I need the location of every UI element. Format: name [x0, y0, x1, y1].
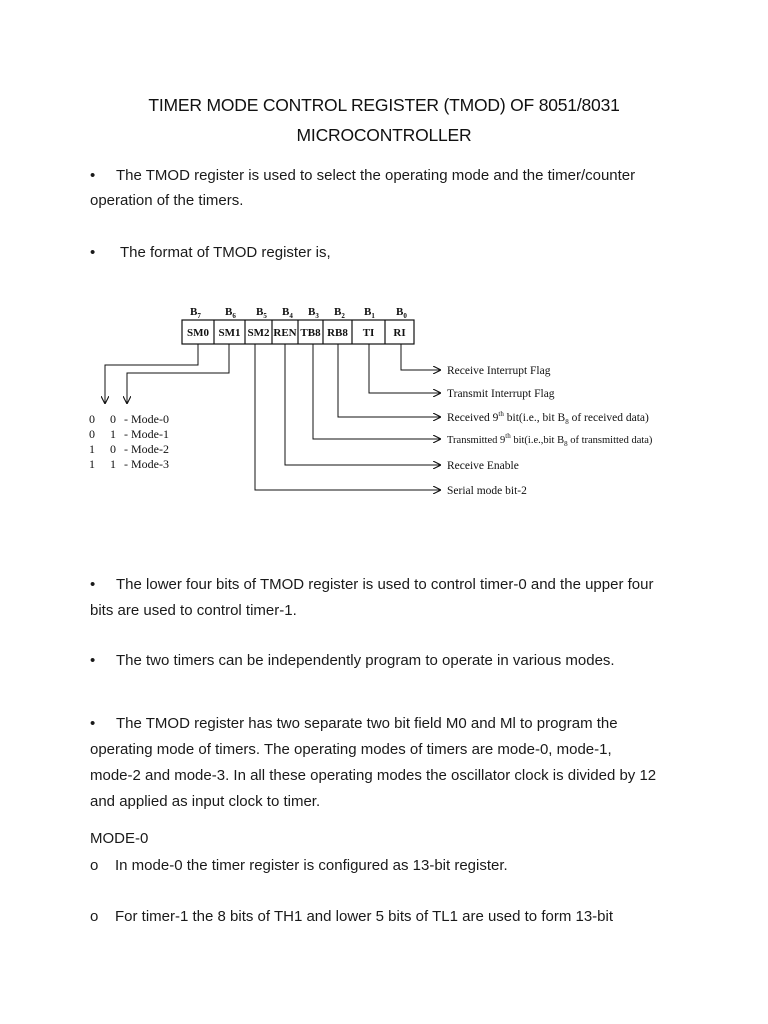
desc-ti: Transmit Interrupt Flag [447, 388, 555, 400]
tmod-register-diagram [0, 295, 768, 535]
desc-sm2: Serial mode bit-2 [447, 485, 527, 497]
bullet-paragraph-2 [90, 240, 331, 265]
sub-item-marker: o [90, 908, 99, 925]
field-sm0: SM0 [187, 327, 209, 339]
field-rb8: RB8 [327, 327, 348, 339]
field-sm1: SM1 [218, 327, 241, 339]
bullet-marker: • [90, 576, 96, 593]
bit-label-b1: $B_1$ [364, 306, 375, 320]
sub-item-1-text: In mode-0 the timer register is configured as 13-bit register. [115, 857, 508, 874]
bullet-paragraph-4 [90, 648, 615, 673]
mode-row-2-a: 1 [89, 442, 95, 456]
bit-label-b2: $B_2$ [334, 306, 345, 320]
connector-ren [285, 344, 440, 465]
mode-row-3-b: 1 [110, 457, 116, 471]
mode-table [89, 412, 169, 471]
paragraph-3-line-1: The lower four bits of TMOD register is used to control timer-0 and the upper four [116, 576, 654, 593]
desc-ren: Receive Enable [447, 460, 519, 472]
mode-row-0-label: - Mode-0 [124, 412, 169, 426]
paragraph-5-line-1: The TMOD register has two separate two bit field M0 and Ml to program the [116, 715, 618, 732]
mode-row-1-label: - Mode-1 [124, 427, 169, 441]
mode-row-0-a: 0 [89, 412, 95, 426]
sub-item-marker: o [90, 857, 99, 874]
mode-row-1-a: 0 [89, 427, 95, 441]
field-ti: TI [362, 327, 375, 339]
mode-0-heading: MODE-0 [90, 830, 149, 847]
connector-ri [401, 344, 440, 370]
bullet-marker: • [90, 652, 96, 669]
bullet-marker: • [90, 167, 96, 184]
paragraph-2-text: The format of TMOD register is, [120, 244, 331, 261]
bit-label-b0: $B_0$ [396, 306, 407, 320]
mode-row-2-b: 0 [110, 442, 116, 456]
field-sm2: SM2 [247, 327, 270, 339]
bit-label-b6: $B_6$ [225, 306, 236, 320]
bit-label-row [190, 306, 407, 320]
field-tb8: TB8 [300, 327, 321, 339]
field-ri: RI [393, 327, 406, 339]
connector-tb8 [313, 344, 440, 439]
bullet-marker: • [90, 715, 96, 732]
paragraph-5-line-3: mode-2 and mode-3. In all these operating modes the oscillator clock is divided by 12 [90, 767, 657, 784]
connector-sm1 [127, 344, 229, 403]
desc-ri: Receive Interrupt Flag [447, 365, 551, 377]
document-title-line-1: TIMER MODE CONTROL REGISTER (TMOD) OF 8051/8031 [148, 95, 620, 115]
connector-ti [369, 344, 440, 393]
register-box [182, 320, 414, 344]
bit-label-b5: $B_5$ [256, 306, 267, 320]
paragraph-5-line-2: operating mode of timers. The operating modes of timers are mode-0, mode-1, [90, 741, 612, 758]
bullet-paragraph-5 [90, 711, 618, 736]
desc-rb8: Received 9th bit(i.e., bit $B_8$ of received data) [447, 410, 649, 426]
bit-descriptions [447, 365, 653, 497]
sub-item-1 [90, 853, 508, 878]
mode-row-3-label: - Mode-3 [124, 457, 169, 471]
bullet-paragraph-1 [90, 163, 635, 188]
sub-item-2 [90, 904, 613, 929]
paragraph-1-line-1: The TMOD register is used to select the operating mode and the timer/counter [116, 167, 636, 184]
bit-label-b4: $B_4$ [282, 306, 293, 320]
paragraph-4-text: The two timers can be independently program to operate in various modes. [116, 652, 615, 669]
document-title-line-2: MICROCONTROLLER [296, 125, 472, 145]
sub-item-2-text: For timer-1 the 8 bits of TH1 and lower 5 bits of TL1 are used to form 13-bit [115, 908, 614, 925]
connector-rb8 [338, 344, 440, 417]
paragraph-3-line-2: bits are used to control timer-1. [90, 602, 297, 619]
register-fields [187, 327, 406, 339]
mode-row-0-b: 0 [110, 412, 116, 426]
bullet-marker: • [90, 244, 96, 261]
mode-row-3-a: 1 [89, 457, 95, 471]
desc-tb8: Transmitted 9th bit(i.e.,bit $B_8$ of transmitted data) [447, 432, 653, 448]
bullet-paragraph-3 [90, 572, 653, 597]
field-ren: REN [273, 327, 297, 339]
mode-row-1-b: 1 [110, 427, 116, 441]
mode-row-2-label: - Mode-2 [124, 442, 169, 456]
bit-label-b3: $B_3$ [308, 306, 319, 320]
paragraph-1-line-2: operation of the timers. [90, 192, 244, 209]
paragraph-5-line-4: and applied as input clock to timer. [90, 793, 321, 810]
bit-label-b7: $B_7$ [190, 306, 201, 320]
